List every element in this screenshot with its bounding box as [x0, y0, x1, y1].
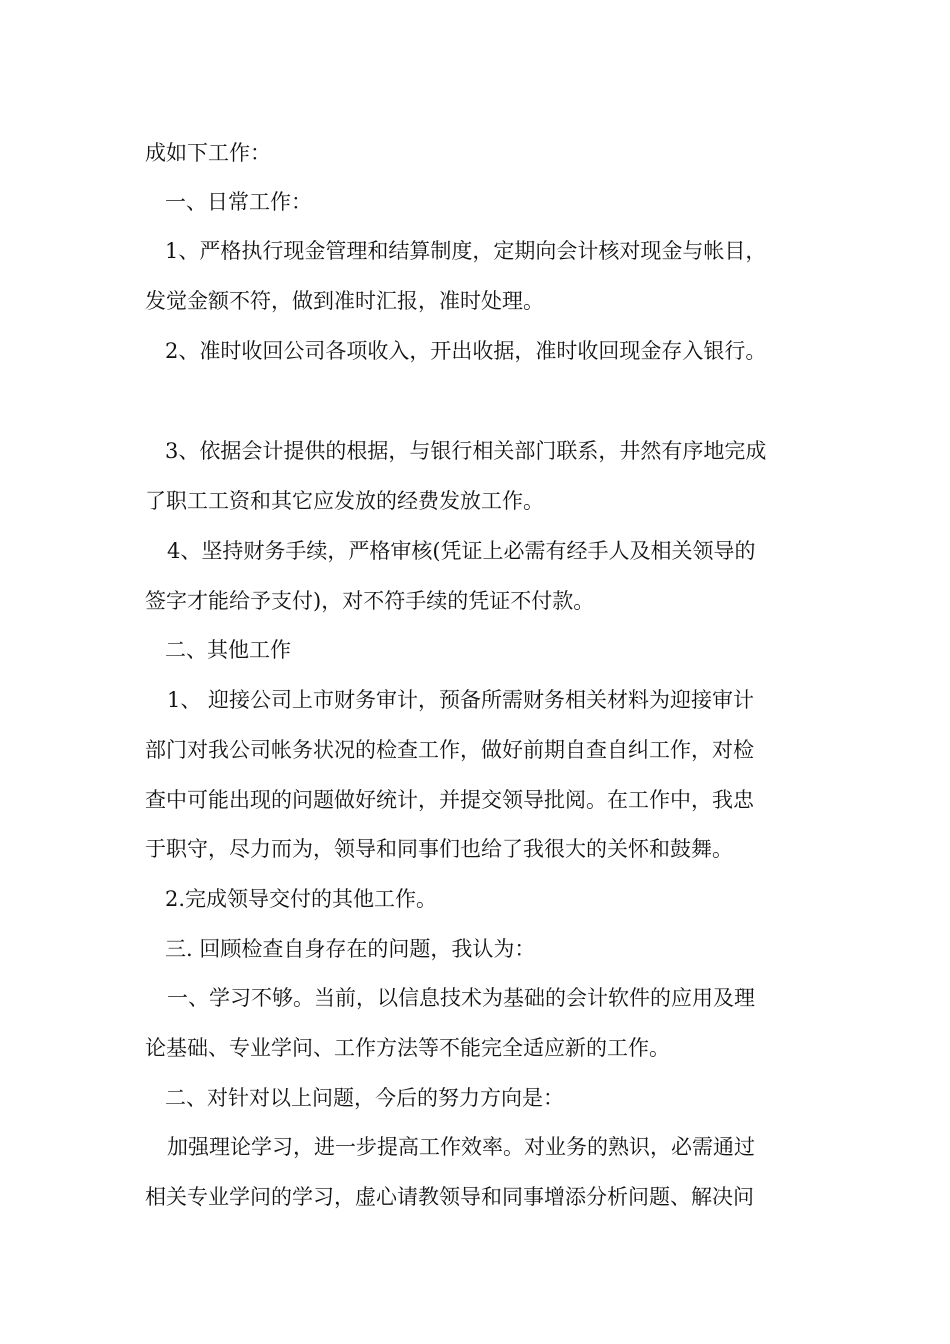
- text-line: 签字才能给予支付)，对不符手续的凭证不付款。: [145, 589, 595, 613]
- text-line: 成如下工作：: [145, 141, 271, 165]
- section-heading-review: 三. 回顾检查自身存在的问题，我认为：: [165, 937, 536, 961]
- text-line: 相关专业学问的学习，虚心请教领导和同事增添分析问题、解决问: [145, 1185, 754, 1209]
- text-line: 部门对我公司帐务状况的检查工作，做好前期自查自纠工作，对检: [145, 738, 754, 762]
- section-heading-other: 二、其他工作: [165, 638, 291, 662]
- text-line: 4、坚持财务手续，严格审核(凭证上必需有经手人及相关领导的: [167, 539, 756, 563]
- text-line: 3、依据会计提供的根据，与银行相关部门联系，井然有序地完成: [165, 439, 767, 463]
- text-line: 于职守，尽力而为，领导和同事们也给了我很大的关怀和鼓舞。: [145, 837, 733, 861]
- text-line: 1、 迎接公司上市财务审计，预备所需财务相关材料为迎接审计: [167, 688, 755, 712]
- text-line: 2.完成领导交付的其他工作。: [165, 887, 438, 911]
- text-line: 加强理论学习，进一步提高工作效率。对业务的熟识，必需通过: [167, 1135, 755, 1159]
- text-line: 了职工工资和其它应发放的经费发放工作。: [145, 489, 544, 513]
- text-line: 二、对针对以上问题，今后的努力方向是：: [165, 1086, 564, 1110]
- text-line: 发觉金额不符，做到准时汇报，准时处理。: [145, 289, 544, 313]
- text-line: 1、严格执行现金管理和结算制度，定期向会计核对现金与帐目，: [165, 239, 767, 263]
- text-line: 论基础、专业学问、工作方法等不能完全适应新的工作。: [145, 1036, 670, 1060]
- text-line: 查中可能出现的问题做好统计，并提交领导批阅。在工作中，我忠: [145, 788, 754, 812]
- section-heading-daily: 一、日常工作：: [165, 190, 312, 214]
- text-line: 2、准时收回公司各项收入，开出收据，准时收回现金存入银行。: [165, 339, 767, 363]
- text-line: 一、学习不够。当前，以信息技术为基础的会计软件的应用及理: [167, 986, 755, 1010]
